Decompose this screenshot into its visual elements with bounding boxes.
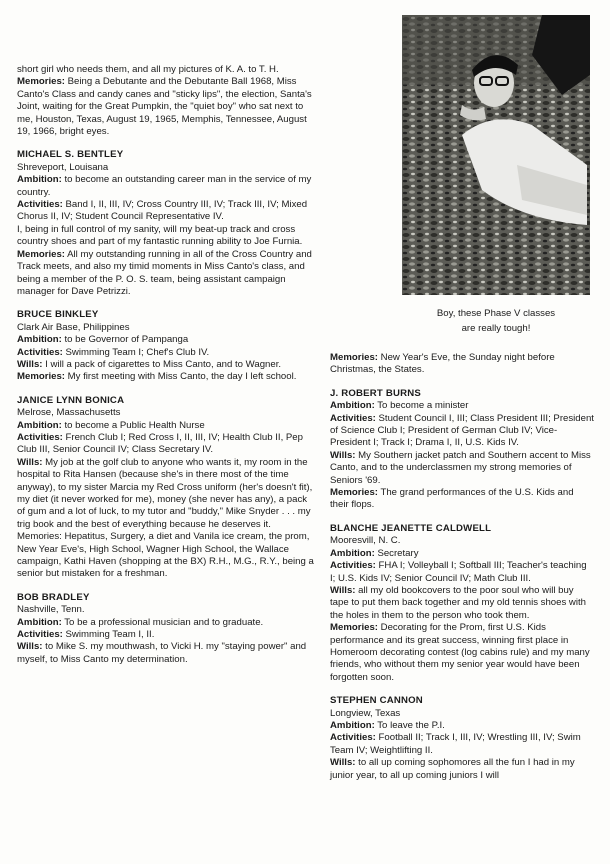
- senior-field: [17, 629, 317, 641]
- senior-field: [330, 560, 594, 585]
- field-label: Wills:: [17, 456, 43, 468]
- senior-field: [330, 622, 594, 684]
- senior-entry: [330, 388, 594, 512]
- senior-entry: [330, 523, 594, 684]
- senior-field: [17, 76, 317, 138]
- field-text: The grand performances of the U.S. Kids and their flops.: [330, 487, 574, 511]
- field-text: French Club I; Red Cross I, II, III, IV; Health Club II, Pep Club III, Senior Council IV; Class Secretary IV.: [17, 431, 303, 456]
- field-text: short girl who needs them, and all my pictures of K. A. to T. H.: [17, 64, 279, 75]
- field-text: All my outstanding running in all of the Cross Country and Track meets, and also my timid moments in Miss Canto's class, and being a member of the P. O. S. team, being assistant campaign manager for Dave Petrizzi.: [17, 248, 312, 297]
- field-label: Wills:: [330, 449, 356, 461]
- senior-entry: [330, 695, 594, 782]
- field-text: Being a Debutante and the Debutante Ball 1968, Miss Canto's Class and candy canes and "sticky lips", the election, Santa's Joint, waiting for the Great Pumpkin, the "quiet boy" who sat next to me, Houston, Texas, August 19, 1965, Memphis, Tennessee, August 19, 1966, bright eyes.: [17, 76, 312, 138]
- field-label: Memories:: [330, 622, 378, 634]
- senior-hometown: Longview, Texas: [330, 707, 401, 719]
- senior-name: BRUCE BINKLEY: [17, 309, 99, 321]
- field-label: Wills:: [330, 757, 356, 769]
- field-text: My job at the golf club to anyone who wants it, my room in the hospital to Rita Hansen (because she's in there most of the time anyway), to my sister Marcia my Red Cross uniform (her's doesn't fit), my diet (it never worked for me), money (she never has any), a pack of gum and a lot of luck, to my tutor and "buddy," Mike Snyder . . . my trig book and the best of everything because he deserves it.: [17, 456, 313, 530]
- student-photo-image: [402, 15, 590, 295]
- field-label: Wills:: [330, 584, 356, 596]
- field-label: Memories:: [17, 371, 65, 383]
- field-label: Wills:: [17, 641, 43, 653]
- senior-field: [17, 371, 317, 383]
- senior-hometown: Mooresvill, N. C.: [330, 535, 401, 547]
- field-text: Swimming Team I, II.: [65, 629, 155, 641]
- field-label: Ambition:: [17, 419, 62, 431]
- field-text: To leave the P.I.: [377, 719, 445, 731]
- senior-field: [17, 641, 317, 666]
- senior-hometown: Clark Air Base, Philippines: [17, 321, 130, 333]
- senior-field: [330, 720, 594, 732]
- field-label: Activities:: [330, 560, 376, 572]
- field-text: I, being in full control of my sanity, will my beat-up track and cross country shoes and part of my fantastic running ability to Joe Furnia.: [17, 223, 303, 248]
- senior-field: [17, 199, 317, 224]
- field-text: to become an outstanding career man in the service of my country.: [17, 174, 312, 198]
- senior-field: [17, 617, 317, 629]
- senior-field: [17, 359, 317, 371]
- caption-line-2: are really tough!: [461, 323, 531, 334]
- left-text-column: [17, 64, 317, 677]
- field-label: Activities:: [330, 412, 376, 424]
- senior-field: [330, 450, 594, 487]
- field-label: Wills:: [17, 358, 43, 370]
- senior-hometown: Nashville, Tenn.: [17, 604, 85, 616]
- senior-entry: [17, 395, 317, 581]
- field-text: to be Governor of Pampanga: [64, 334, 189, 346]
- senior-field: [330, 585, 594, 622]
- senior-entry: [17, 64, 317, 138]
- field-label: Memories:: [330, 352, 378, 363]
- field-label: Ambition:: [17, 616, 62, 628]
- field-text: To become a minister: [377, 400, 469, 412]
- senior-field: [330, 548, 594, 560]
- field-text: Secretary: [377, 547, 419, 559]
- field-label: Ambition:: [330, 400, 375, 412]
- senior-entry: [17, 592, 317, 666]
- senior-field: [17, 64, 317, 76]
- caption-line-1: Boy, these Phase V classes: [436, 308, 556, 319]
- senior-name: STEPHEN CANNON: [330, 695, 423, 707]
- field-text: to Mike S. my mouthwash, to Vicki H. my "staying power" and myself, to Miss Canto my determination.: [17, 641, 307, 665]
- senior-field: [17, 334, 317, 346]
- field-text: To be a professional musician and to graduate.: [64, 616, 264, 628]
- field-text: I will a pack of cigarettes to Miss Canto, and to Wagner.: [45, 358, 282, 370]
- senior-hometown: Shreveport, Louisana: [17, 161, 109, 173]
- field-text: Decorating for the Prom, first U.S. Kids performance and its great success, winning first place in Homeroom decorating contest (log cabins rule) and my many friends, who without them my senior year would have been forgotten soon.: [330, 622, 590, 683]
- field-text: My first meeting with Miss Canto, the day I left school.: [67, 371, 297, 383]
- field-text: Student Council I, III; Class President III; President of Science Club I; President of German Club IV; Vice-President I; Track I; Drama I, II, U.S. Kids IV.: [330, 412, 594, 449]
- field-label: Ambition:: [17, 334, 62, 346]
- field-text: FHA I; Volleyball I; Softball III; Teacher's teaching I; U.S. Kids IV; Senior Council IV; Math Club III.: [330, 560, 587, 584]
- field-label: Activities:: [330, 732, 376, 744]
- senior-name: BLANCHE JEANETTE CALDWELL: [330, 522, 492, 534]
- field-label: Ambition:: [17, 174, 62, 186]
- senior-name: J. ROBERT BURNS: [330, 387, 421, 399]
- senior-name: JANICE LYNN BONICA: [17, 394, 125, 406]
- field-text: to become a Public Health Nurse: [64, 419, 205, 431]
- field-text: all my old bookcovers to the poor soul who will buy tape to put them back together and my old tennis shoes with the holes in them to the person who took them.: [330, 584, 586, 621]
- field-label: Memories:: [330, 487, 378, 499]
- field-label: Activities:: [17, 629, 63, 641]
- senior-entry: [17, 149, 317, 298]
- field-label: Activities:: [17, 199, 63, 211]
- senior-field: [330, 413, 594, 450]
- field-text: New Year's Eve, the Sunday night before Christmas, the States.: [330, 352, 555, 376]
- senior-field: [330, 487, 594, 512]
- yearbook-photo: [402, 15, 590, 295]
- field-label: Activities:: [17, 346, 63, 358]
- field-text: Memories: Hepatitus, Surgery, a diet and Vanila ice cream, the prom, New Year Eve's, High School, Wagner High School, the Wallace campaign, Kathi Haven (shopping at the BX) R.H., M.G., R.Y., being a senior but mistaken for a freshman.: [17, 531, 314, 580]
- field-label: Ambition:: [330, 719, 375, 731]
- field-text: My Southern jacket patch and Southern accent to Miss Canto, and to the underclassmen my strong memories of Seniors '69.: [330, 449, 591, 486]
- senior-field: [17, 224, 317, 249]
- senior-field: [17, 420, 317, 432]
- field-text: to all up coming sophomores all the fun I had in my junior year, to all up coming juniors I will: [330, 757, 575, 781]
- field-label: Ambition:: [330, 547, 375, 559]
- senior-field: [330, 732, 594, 757]
- senior-field: [17, 174, 317, 199]
- senior-field: [17, 457, 317, 531]
- senior-hometown: Melrose, Massachusetts: [17, 407, 121, 419]
- field-label: Memories:: [17, 76, 65, 88]
- senior-field: [330, 352, 594, 377]
- senior-name: BOB BRADLEY: [17, 591, 90, 603]
- senior-entry: [330, 352, 594, 377]
- senior-field: [17, 347, 317, 359]
- senior-field: [17, 249, 317, 299]
- field-label: Memories:: [17, 248, 65, 260]
- field-label: Activities:: [17, 431, 63, 443]
- photo-caption: [408, 306, 584, 336]
- field-text: Swimming Team I; Chef's Club IV.: [65, 346, 210, 358]
- senior-name: MICHAEL S. BENTLEY: [17, 149, 124, 161]
- senior-field: [330, 757, 594, 782]
- right-text-column: [330, 352, 594, 793]
- senior-field: [17, 531, 317, 581]
- senior-field: [17, 432, 317, 457]
- field-text: Band I, II, III, IV; Cross Country III, IV; Track III, IV; Mixed Chorus II, IV; Student Council Representative IV.: [17, 199, 308, 223]
- field-text: Football II; Track I, III, IV; Wrestling III, IV; Swim Team IV; Weightlifting II.: [330, 732, 581, 756]
- senior-field: [330, 400, 594, 412]
- senior-entry: [17, 309, 317, 383]
